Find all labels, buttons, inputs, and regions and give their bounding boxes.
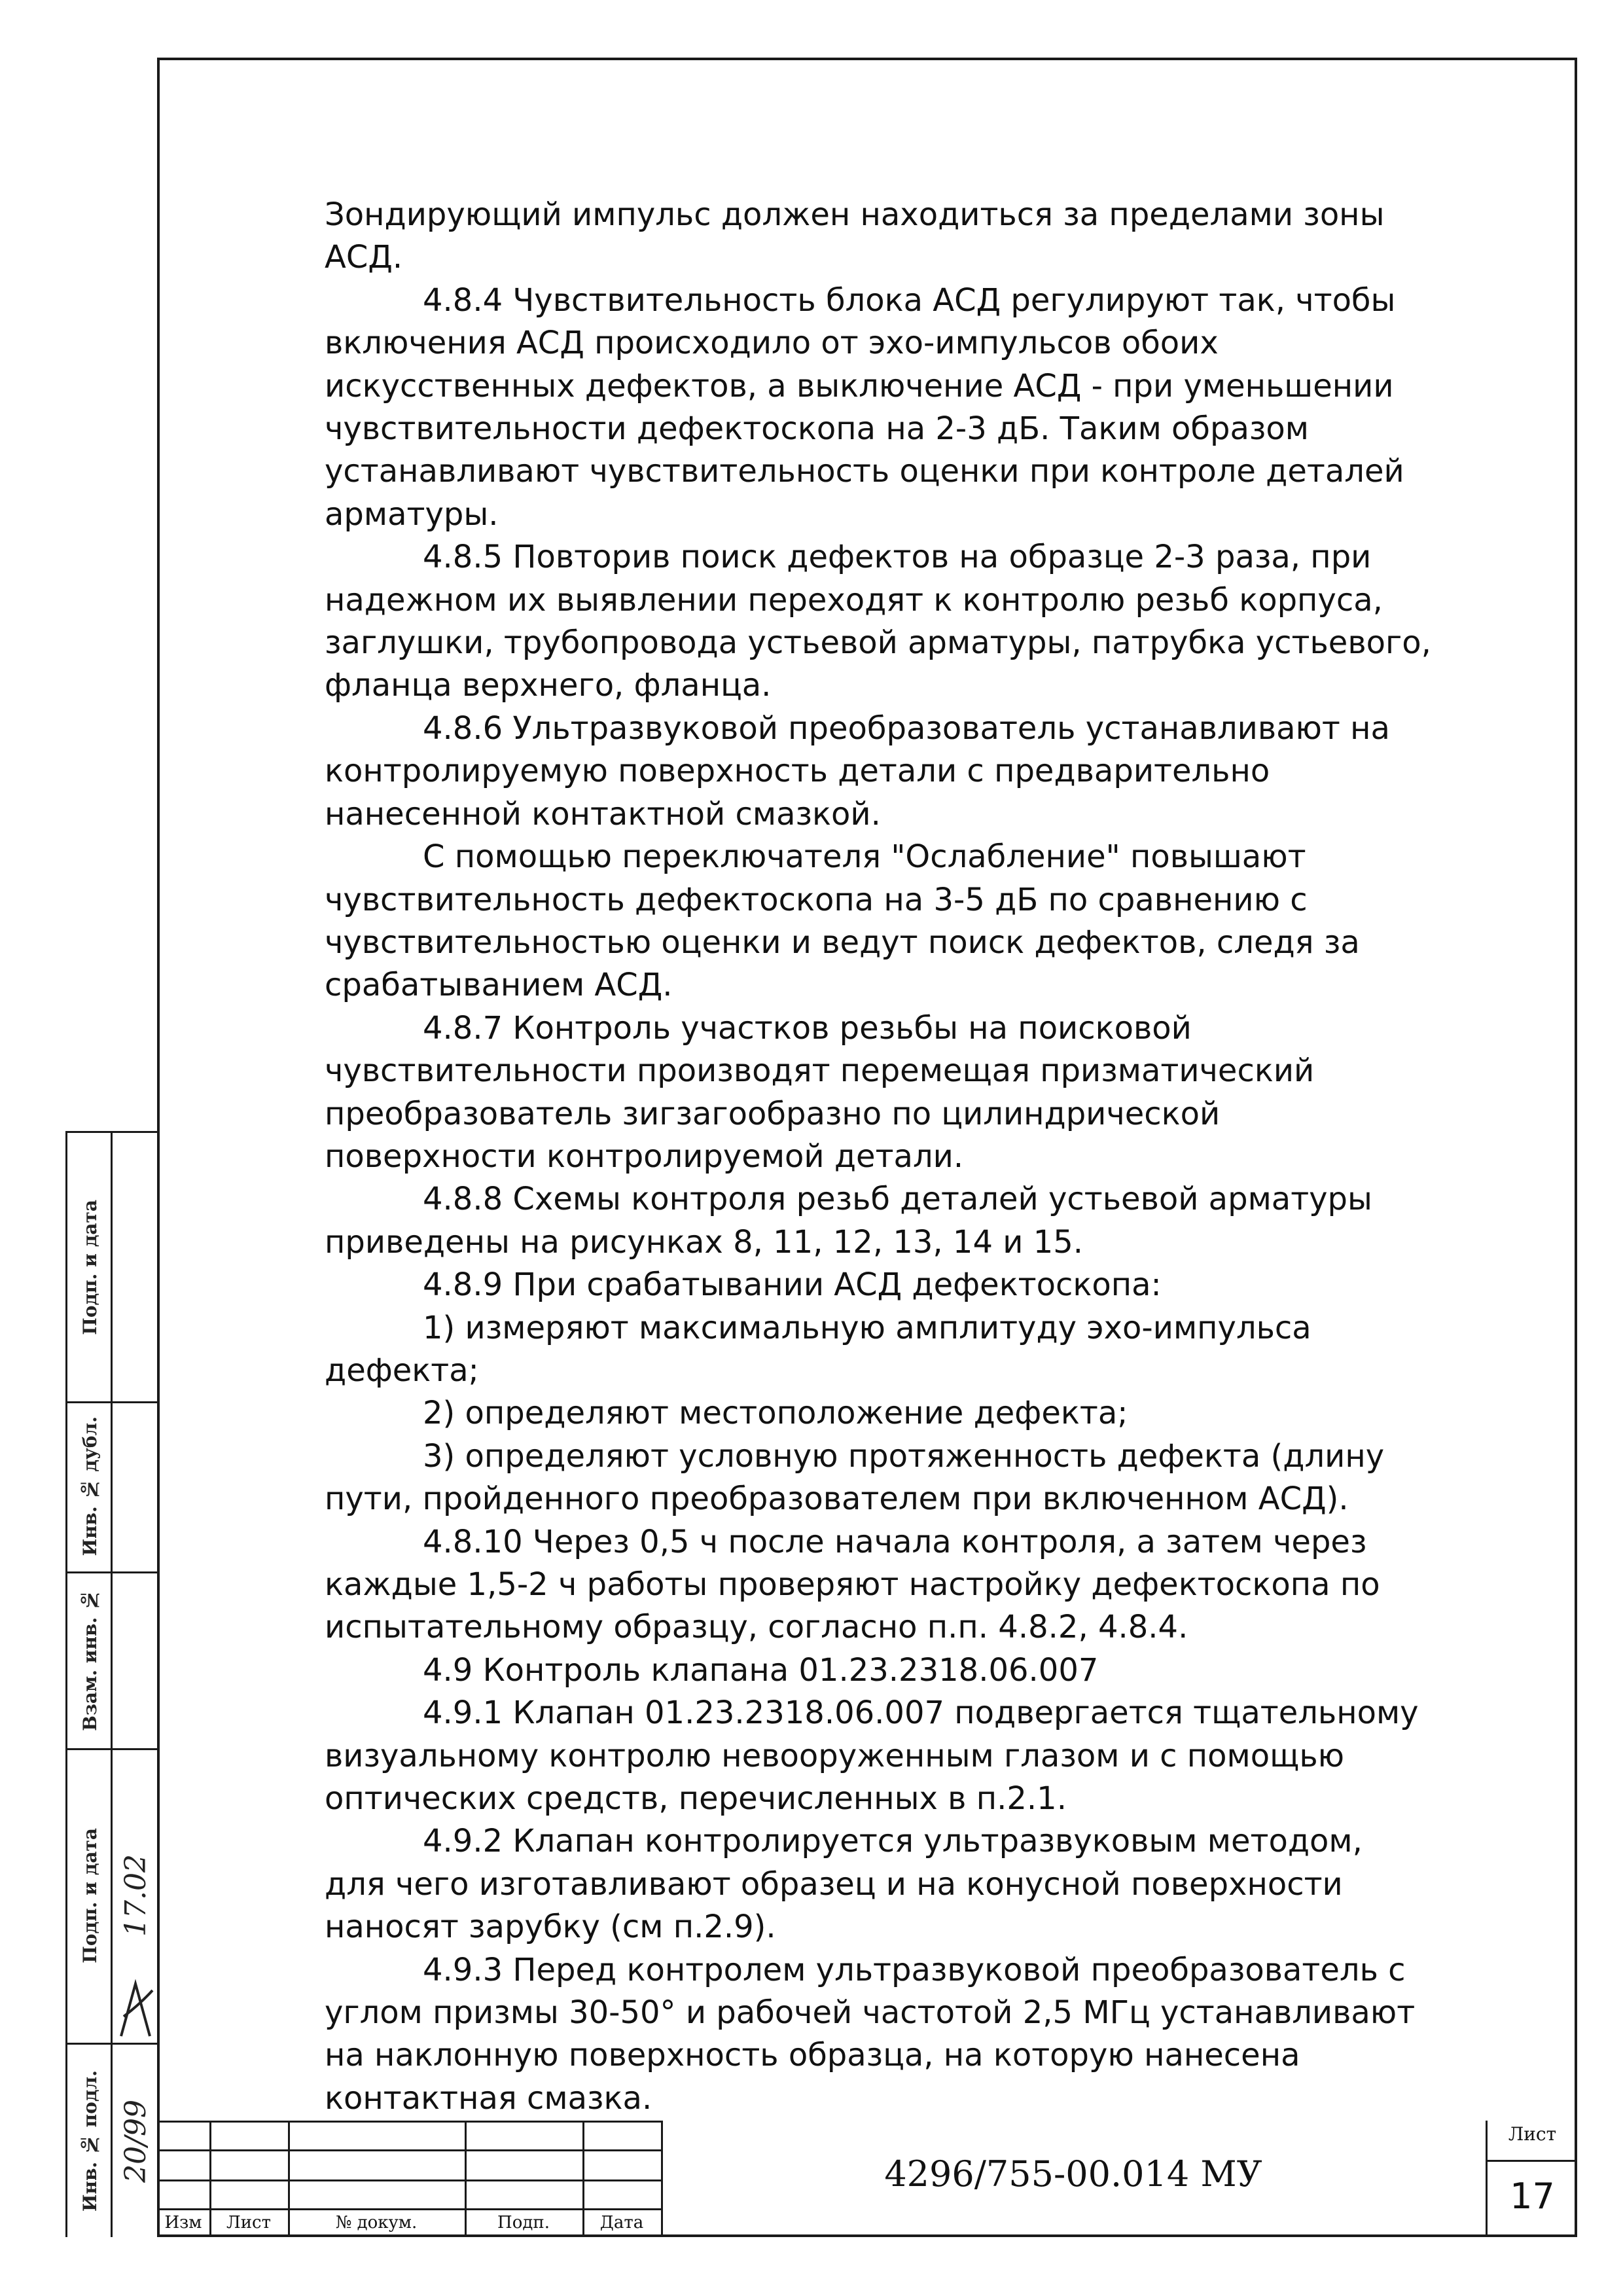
text-line: заглушки, трубопровода устьевой арматуры, патрубка устьевого, (325, 624, 1431, 662)
text-line: 4.8.8 Схемы контроля резьб деталей устьевой арматуры (423, 1181, 1372, 1218)
text-line: пути, пройденного преобразователем при включенном АСД). (325, 1480, 1349, 1518)
text-line: контактная смазка. (325, 2079, 652, 2117)
text-line: каждые 1,5-2 ч работы проверяют настройку дефектоскопа по (325, 1566, 1380, 1603)
stamp-label: Инв. № дубл. (79, 1416, 101, 1556)
title-block-rule (157, 2121, 661, 2123)
text-line: 4.9.2 Клапан контролируется ультразвуковым методом, (423, 1823, 1363, 1860)
text-line: дефекта; (325, 1352, 479, 1389)
binding-stamp (65, 1131, 157, 2237)
text-line: чувствительность дефектоскопа на 3-5 дБ по сравнению с (325, 881, 1308, 918)
text-line: С помощью переключателя "Ослабление" повышают (423, 838, 1306, 876)
text-line: фланца верхнего, фланца. (325, 667, 772, 704)
title-block (157, 2121, 1577, 2237)
text-line: чувствительности производят перемещая призматический (325, 1052, 1315, 1090)
stamp-divider (111, 1133, 113, 2237)
stamp-label: Подп. и дата (79, 1827, 101, 1964)
text-line: 4.8.6 Ультразвуковой преобразователь устанавливают на (423, 709, 1390, 747)
column-label-change: Изм (164, 2213, 202, 2233)
text-line: чувствительности дефектоскопа на 2-3 дБ. Таким образом (325, 410, 1310, 448)
stamp-label: Взам. инв. № (79, 1588, 101, 1731)
text-line: 3) определяют условную протяженность дефекта (длину (423, 1437, 1385, 1475)
text-line: чувствительностью оценки и ведут поиск дефектов, следя за (325, 924, 1360, 961)
text-line: углом призмы 30-50° и рабочей частотой 2,5 МГц устанавливают (325, 1994, 1416, 2032)
text-line: на наклонную поверхность образца, на которую нанесена (325, 2037, 1300, 2074)
text-line: визуальному контролю невооруженным глазом и с помощью (325, 1737, 1345, 1774)
sheet-label: Лист (1508, 2123, 1557, 2145)
title-block-rule (157, 2179, 661, 2181)
column-label-date: Дата (599, 2213, 644, 2233)
signature-mark (115, 1971, 156, 2043)
handwritten-date: 17.02 (118, 1854, 152, 1937)
text-line: включения АСД происходило от эхо-импульсов обоих (325, 325, 1219, 362)
text-line: арматуры. (325, 495, 499, 533)
title-block-rule (157, 2149, 661, 2151)
text-line: наносят зарубку (см п.2.9). (325, 1909, 776, 1946)
text-line: 4.8.9 При срабатывании АСД дефектоскопа: (423, 1266, 1162, 1304)
text-line: искусственных дефектов, а выключение АСД - при уменьшении (325, 367, 1394, 404)
text-line: оптических средств, перечисленных в п.2.1. (325, 1780, 1067, 1818)
body-text (325, 194, 1470, 2120)
text-line: контролируемую поверхность детали с предварительно (325, 753, 1270, 790)
text-line: 2) определяют местоположение дефекта; (423, 1395, 1128, 1432)
text-line: испытательному образцу, согласно п.п. 4.8.2, 4.8.4. (325, 1609, 1188, 1646)
document-number: 4296/755-00.014 МУ (884, 2153, 1262, 2195)
text-line: устанавливают чувствительность оценки при контроле деталей (325, 453, 1404, 490)
text-line: 4.8.4 Чувствительность блока АСД регулируют так, чтобы (423, 281, 1396, 319)
sheet-number: 17 (1510, 2176, 1555, 2217)
text-line: поверхности контролируемой детали. (325, 1138, 964, 1175)
text-line: преобразователь зигзагообразно по цилиндрической (325, 1095, 1221, 1132)
handwritten-number: 20/99 (118, 2099, 152, 2183)
text-line: АСД. (325, 239, 403, 276)
stamp-label: Подп. и дата (79, 1199, 101, 1335)
text-line: нанесенной контактной смазкой. (325, 795, 881, 833)
text-line: 4.8.5 Повторив поиск дефектов на образце 2-3 раза, при (423, 539, 1372, 576)
column-label-sheet: Лист (226, 2213, 271, 2233)
text-line: 4.8.10 Через 0,5 ч после начала контроля, а затем через (423, 1523, 1367, 1560)
text-line: срабатыванием АСД. (325, 967, 673, 1004)
column-label-doc-no: № докум. (335, 2213, 418, 2233)
text-line: приведены на рисунках 8, 11, 12, 13, 14 и 15. (325, 1223, 1084, 1261)
text-line: надежном их выявлении переходят к контролю резьб корпуса, (325, 581, 1383, 619)
text-line: 4.8.7 Контроль участков резьбы на поисковой (423, 1009, 1192, 1047)
text-line: для чего изготавливают образец и на конусной поверхности (325, 1865, 1343, 1903)
column-label-signature: Подп. (497, 2213, 550, 2233)
text-line: 4.9 Контроль клапана 01.23.2318.06.007 (423, 1651, 1099, 1689)
text-line: 4.9.3 Перед контролем ультразвуковой преобразователь с (423, 1951, 1406, 1988)
text-line: 4.9.1 Клапан 01.23.2318.06.007 подвергается тщательному (423, 1695, 1419, 1732)
stamp-label: Инв. № подл. (79, 2070, 101, 2212)
text-line: 1) измеряют максимальную амплитуду эхо-импульса (423, 1309, 1311, 1346)
text-line: Зондирующий импульс должен находиться за пределами зоны (325, 196, 1385, 233)
sheet-divider (1488, 2160, 1577, 2162)
